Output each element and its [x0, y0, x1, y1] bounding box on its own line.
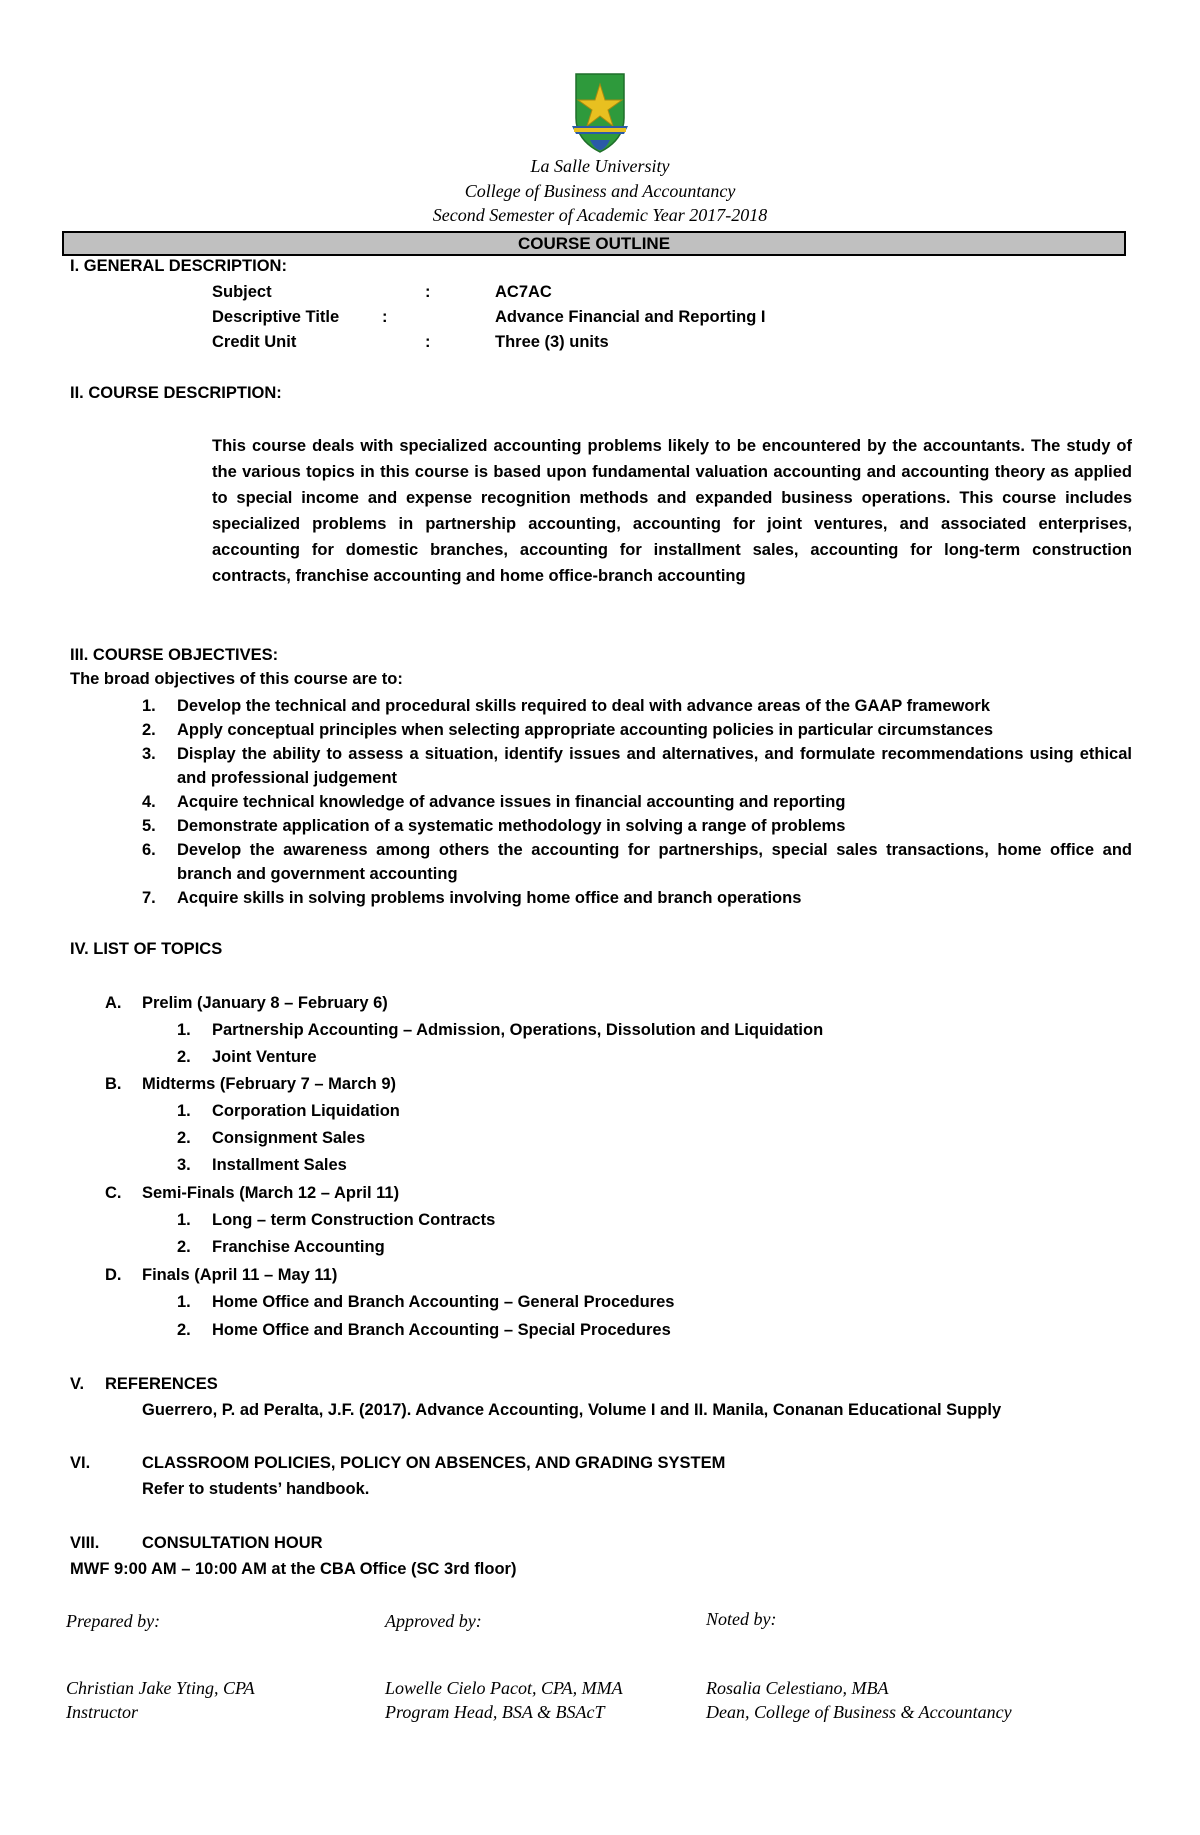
- topic-item-number: 2.: [177, 1321, 191, 1339]
- objective-number: 1.: [142, 697, 156, 715]
- objective-number: 5.: [142, 817, 156, 835]
- topic-group-letter: D.: [105, 1266, 122, 1284]
- university-logo: [570, 70, 630, 160]
- general-value: AC7AC: [495, 283, 552, 301]
- topic-group-letter: B.: [105, 1075, 122, 1093]
- signatory-role: Prepared by:: [66, 1611, 161, 1631]
- topic-item-number: 1.: [177, 1293, 191, 1311]
- objective-number: 6.: [142, 841, 156, 859]
- general-label: Credit Unit: [212, 333, 297, 351]
- general-separator: :: [425, 333, 431, 351]
- topic-item: Consignment Sales: [212, 1129, 366, 1147]
- course-outline-title: COURSE OUTLINE: [62, 231, 1126, 256]
- topic-group-letter: C.: [105, 1184, 122, 1202]
- objective-number: 3.: [142, 745, 156, 763]
- university-name: La Salle University: [530, 156, 670, 176]
- topic-item-number: 3.: [177, 1156, 191, 1174]
- signatory-title: Instructor: [66, 1702, 138, 1722]
- signatory-name: Rosalia Celestiano, MBA: [706, 1678, 889, 1698]
- references-text: Guerrero, P. ad Peralta, J.F. (2017). Advance Accounting, Volume I and II. Manila, Conanan Educational Supply: [142, 1401, 1002, 1419]
- policies-heading: CLASSROOM POLICIES, POLICY ON ABSENCES, AND GRADING SYSTEM: [142, 1454, 726, 1472]
- topic-group-title: Semi-Finals (March 12 – April 11): [142, 1184, 400, 1202]
- topic-item: Franchise Accounting: [212, 1238, 385, 1256]
- consultation-number: VIII.: [70, 1534, 100, 1552]
- topic-item: Home Office and Branch Accounting – General Procedures: [212, 1293, 675, 1311]
- topic-item-number: 1.: [177, 1102, 191, 1120]
- objective-text: Develop the awareness among others the accounting for partnerships, special sales transactions, home office and branch and government accounting: [177, 841, 1132, 883]
- objectives-heading: III. COURSE OBJECTIVES:: [70, 646, 279, 664]
- topic-item-number: 2.: [177, 1129, 191, 1147]
- policies-text: Refer to students’ handbook.: [142, 1480, 370, 1498]
- general-value: Three (3) units: [495, 333, 609, 351]
- topic-item: Partnership Accounting – Admission, Operations, Dissolution and Liquidation: [212, 1021, 824, 1039]
- general-separator: :: [382, 308, 388, 326]
- topic-group-letter: A.: [105, 994, 122, 1012]
- topic-item-number: 2.: [177, 1238, 191, 1256]
- consultation-text: MWF 9:00 AM – 10:00 AM at the CBA Office (SC 3rd floor): [70, 1560, 517, 1578]
- policies-number: VI.: [70, 1454, 91, 1472]
- course-description-text: This course deals with specialized accounting problems likely to be encountered by the accountants. The study of the various topics in this course is based upon fundamental valuation accounting and accounting theory as applied to special income and expense recognition methods and expanded business operations. This course includes specialized problems in partnership accounting, accounting for joint ventures, and associated enterprises, accounting for domestic branches, accounting for installment sales, accounting for long-term construction contracts, franchise accounting and home office-branch accounting: [212, 437, 1132, 585]
- signatory-title: Dean, College of Business & Accountancy: [706, 1702, 1012, 1722]
- objective-text: Display the ability to assess a situation, identify issues and alternatives, and formulate recommendations using ethical and professional judgement: [177, 745, 1132, 787]
- general-label: Subject: [212, 283, 272, 301]
- signatory-title: Program Head, BSA & BSAcT: [385, 1702, 605, 1722]
- topic-group-title: Midterms (February 7 – March 9): [142, 1075, 396, 1093]
- topic-item: Long – term Construction Contracts: [212, 1211, 496, 1229]
- signatory-name: Christian Jake Yting, CPA: [66, 1678, 255, 1698]
- objective-number: 2.: [142, 721, 156, 739]
- topic-item: Joint Venture: [212, 1048, 317, 1066]
- general-value: Advance Financial and Reporting I: [495, 308, 766, 326]
- objective-number: 7.: [142, 889, 156, 907]
- objective-text: Develop the technical and procedural skills required to deal with advance areas of the GAAP framework: [177, 697, 991, 715]
- topic-group-title: Finals (April 11 – May 11): [142, 1266, 338, 1284]
- course-description-heading: II. COURSE DESCRIPTION:: [70, 384, 282, 402]
- topic-item: Installment Sales: [212, 1156, 347, 1174]
- objectives-intro: The broad objectives of this course are to:: [70, 670, 403, 688]
- references-number: V.: [70, 1375, 85, 1393]
- objective-text: Acquire skills in solving problems involving home office and branch operations: [177, 889, 802, 907]
- topic-item: Corporation Liquidation: [212, 1102, 400, 1120]
- topic-item-number: 1.: [177, 1021, 191, 1039]
- college-name: College of Business and Accountancy: [464, 181, 736, 201]
- objective-number: 4.: [142, 793, 156, 811]
- topics-heading: IV. LIST OF TOPICS: [70, 940, 223, 958]
- general-label: Descriptive Title: [212, 308, 340, 326]
- general-description-heading: I. GENERAL DESCRIPTION:: [70, 257, 287, 275]
- objective-text: Apply conceptual principles when selecting appropriate accounting policies in particular circumstances: [177, 721, 994, 739]
- semester-line: Second Semester of Academic Year 2017-2018: [432, 205, 768, 225]
- objective-text: Acquire technical knowledge of advance issues in financial accounting and reporting: [177, 793, 846, 811]
- references-heading: REFERENCES: [105, 1375, 218, 1393]
- consultation-heading: CONSULTATION HOUR: [142, 1534, 323, 1552]
- topic-item-number: 1.: [177, 1211, 191, 1229]
- objective-text: Demonstrate application of a systematic methodology in solving a range of problems: [177, 817, 846, 835]
- topic-item-number: 2.: [177, 1048, 191, 1066]
- topic-item: Home Office and Branch Accounting – Special Procedures: [212, 1321, 671, 1339]
- topic-group-title: Prelim (January 8 – February 6): [142, 994, 388, 1012]
- signatory-role: Approved by:: [385, 1611, 482, 1631]
- signatory-role: Noted by:: [706, 1609, 777, 1629]
- signatory-name: Lowelle Cielo Pacot, CPA, MMA: [385, 1678, 623, 1698]
- general-separator: :: [425, 283, 431, 301]
